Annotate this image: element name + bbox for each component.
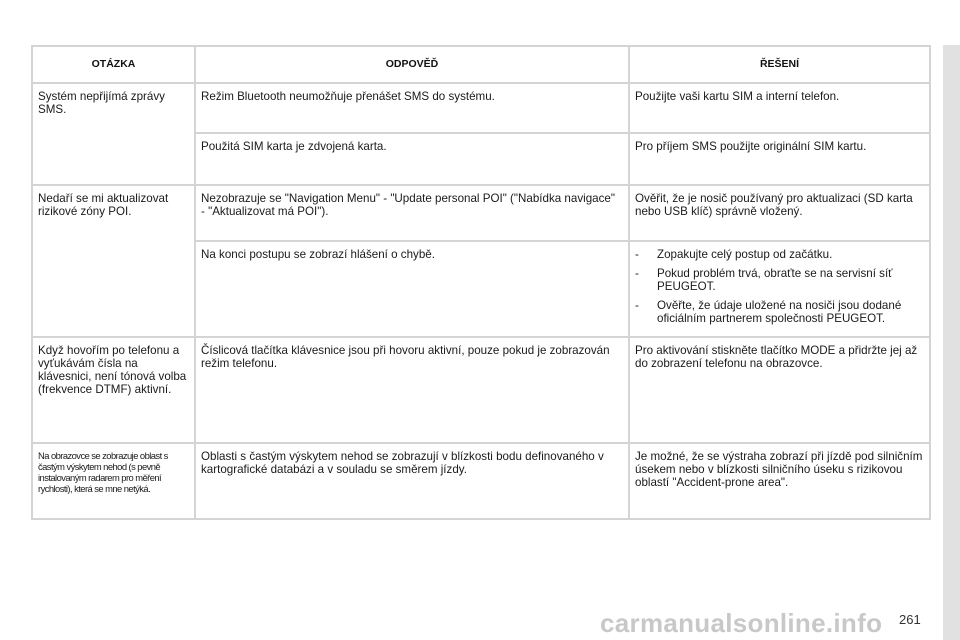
side-tab-bar: [943, 45, 960, 640]
question-cell: Systém nepřijímá zprávy SMS.: [32, 83, 195, 185]
question-cell: Když hovořím po telefonu a vyťukávám čísla na klávesnici, není tónová volba (frekvence DTMF) aktivní.: [32, 337, 195, 443]
question-cell: Nedaří se mi aktualizovat rizikové zóny POI.: [32, 185, 195, 337]
table-row: [32, 83, 930, 133]
answer-cell: Režim Bluetooth neumožňuje přenášet SMS do systému.: [195, 83, 629, 133]
question-cell: Na obrazovce se zobrazuje oblast s častým výskytem nehod (s pevně instalovaným radarem pro měření rychlosti), která se mne netýká.: [32, 443, 195, 519]
page-number: 261: [899, 612, 921, 627]
solution-cell: Použijte vaši kartu SIM a interní telefon.: [629, 83, 930, 133]
faq-table: [31, 45, 931, 520]
answer-cell: Na konci postupu se zobrazí hlášení o chybě.: [195, 241, 629, 337]
solution-cell: Je možné, že se výstraha zobrazí při jízdě pod silničním úsekem nebo v blízkosti silničního úseku s rizikovou oblastí "Accident-prone area".: [629, 443, 930, 519]
list-item: - Zopakujte celý postup od začátku.: [635, 248, 923, 261]
watermark-text: carmanualsonline.info: [600, 608, 883, 638]
table-header-row: [32, 46, 930, 83]
column-header-answer: ODPOVĚĎ: [195, 46, 629, 83]
solution-cell: Pro aktivování stiskněte tlačítko MODE a přidržte jej až do zobrazení telefonu na obrazovce.: [629, 337, 930, 443]
answer-cell: Nezobrazuje se "Navigation Menu" - "Update personal POI" ("Nabídka navigace" - "Aktualizovat má POI").: [195, 185, 629, 241]
list-item: - Ověřte, že údaje uložené na nosiči jsou dodané oficiálním partnerem společnosti PEUGEOT.: [635, 299, 923, 325]
list-item: - Pokud problém trvá, obraťte se na servisní síť PEUGEOT.: [635, 267, 923, 293]
column-header-solution: ŘEŠENÍ: [629, 46, 930, 83]
answer-cell: Číslicová tlačítka klávesnice jsou při hovoru aktivní, pouze pokud je zobrazován režim telefonu.: [195, 337, 629, 443]
solution-cell: Pro příjem SMS použijte originální SIM kartu.: [629, 133, 930, 185]
table-row: [32, 337, 930, 443]
table-row: [32, 185, 930, 241]
solution-steps-list: [635, 248, 923, 325]
solution-cell: [629, 241, 930, 337]
column-header-question: OTÁZKA: [32, 46, 195, 83]
table-row: [32, 443, 930, 519]
answer-cell: Oblasti s častým výskytem nehod se zobrazují v blízkosti bodu definovaného v kartografické databázi a v souladu se směrem jízdy.: [195, 443, 629, 519]
solution-cell: Ověřit, že je nosič používaný pro aktualizaci (SD karta nebo USB klíč) správně vložený.: [629, 185, 930, 241]
answer-cell: Použitá SIM karta je zdvojená karta.: [195, 133, 629, 185]
